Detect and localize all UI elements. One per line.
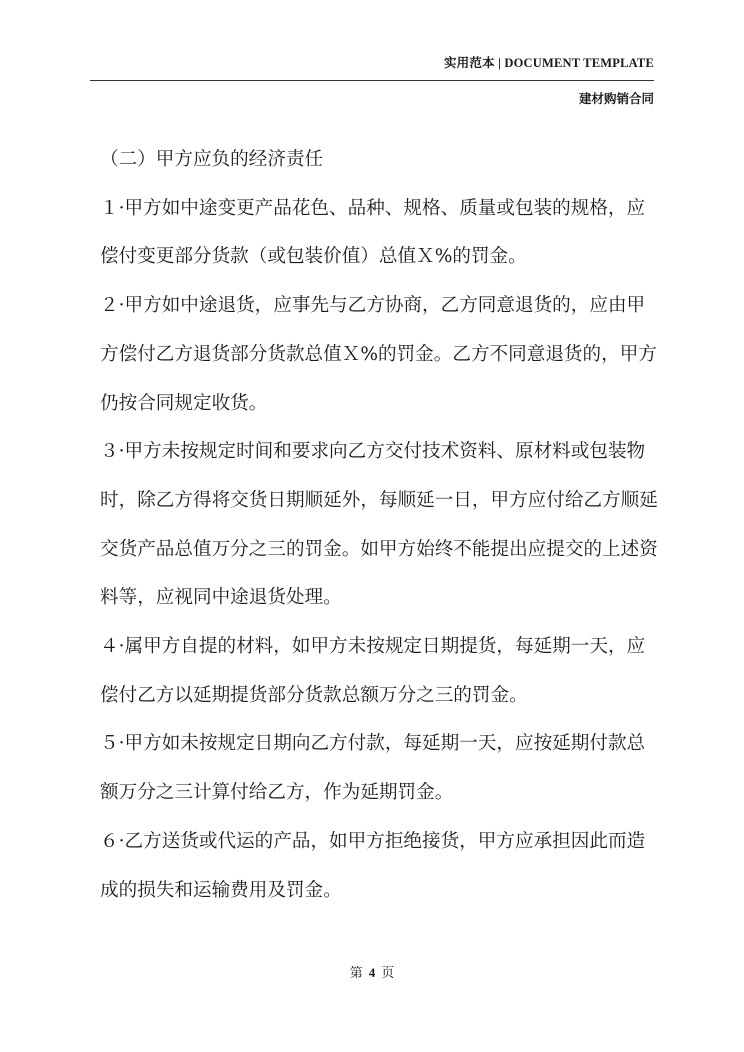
clause-item-2: ２·甲方如中途退货，应事先与乙方协商，乙方同意退货的，应由甲方偿付乙方退货部分货款总值Ｘ%的罚金。乙方不同意退货的，甲方仍按合同规定收货。 <box>100 295 657 414</box>
clause-item-5: ５·甲方如未按规定日期向乙方付款，每延期一天，应按延期付款总额万分之三计算付给乙方，作为延期罚金。 <box>100 733 646 804</box>
page-number: 4 <box>368 965 376 980</box>
clause-item-4: ４·属甲方自提的材料，如甲方未按规定日期提货，每延期一天，应偿付乙方以延期提货部分货款总额万分之三的罚金。 <box>100 636 646 706</box>
page-prefix: 第 <box>349 966 363 981</box>
clause-item-3: ３·甲方未按规定时间和要求向乙方交付技术资料、原材料或包装物时，除乙方得将交货日期顺延外，每顺延一日，甲方应付给乙方顺延交货产品总值万分之三的罚金。如甲方始终不能提出应提交的上述资料等，应视同中途退货处理。 <box>100 441 658 609</box>
header-subtitle: 建材购销合同 <box>578 91 654 106</box>
header-divider <box>90 80 654 81</box>
header-title: 实用范本 | DOCUMENT TEMPLATE <box>443 56 654 70</box>
clause-item-1: １·甲方如中途变更产品花色、品种、规格、质量或包装的规格，应偿付变更部分货款（或包装价值）总值Ｘ%的罚金。 <box>100 197 646 268</box>
page-suffix: 页 <box>381 966 395 981</box>
clause-item-6: ６·乙方送货或代运的产品，如甲方拒绝接货，甲方应承担因此而造成的损失和运输费用及罚金。 <box>100 830 646 901</box>
page-header <box>0 0 744 110</box>
page-footer <box>0 962 744 981</box>
section-title: （二）甲方应负的经济责任 <box>100 149 324 170</box>
document-body <box>100 136 660 915</box>
